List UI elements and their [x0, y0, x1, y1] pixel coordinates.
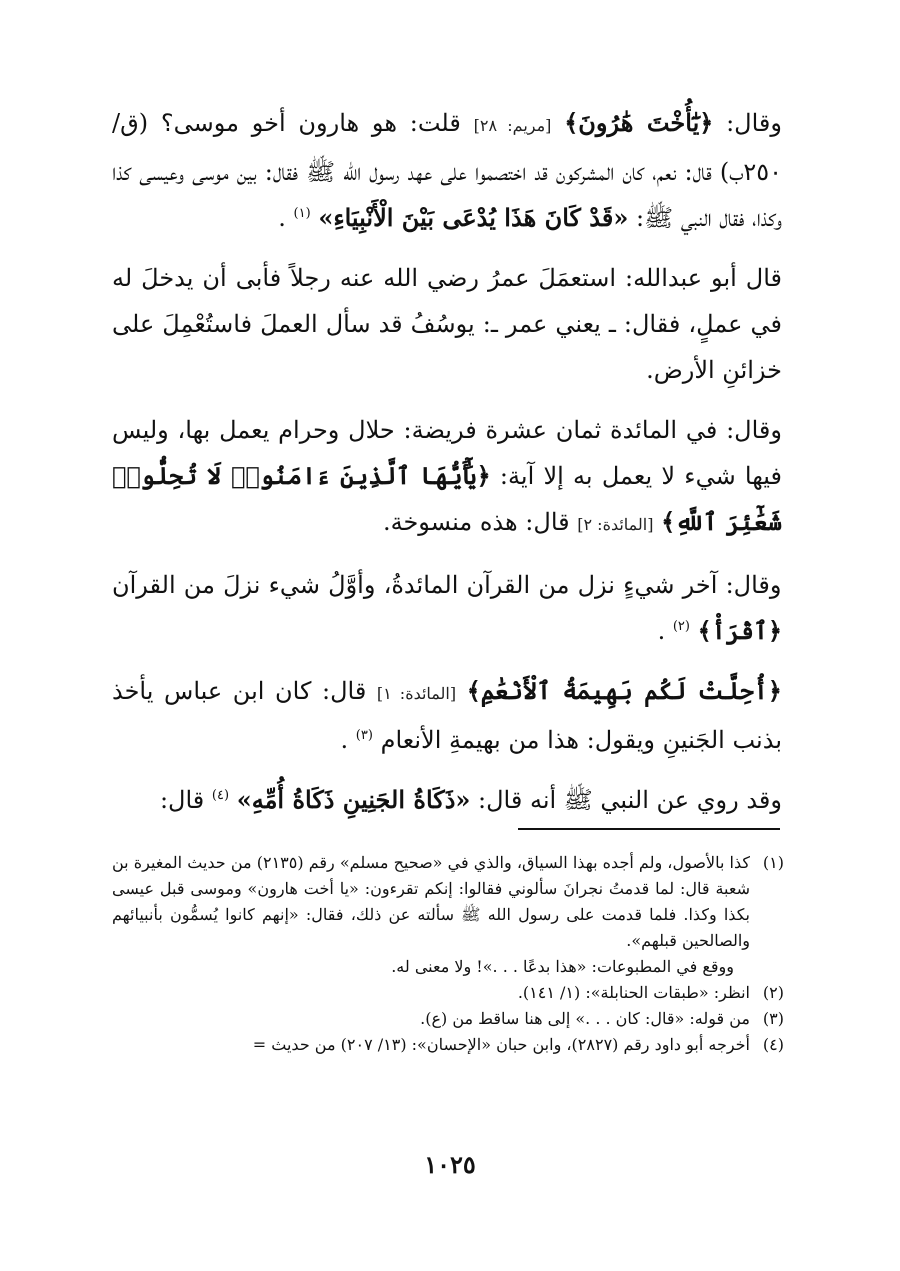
quran-verse: ﴿ٱقْرَأْ﴾ [697, 616, 782, 645]
footnote-1-continuation: ووقع في المطبوعات: «هذا بدعًا . . .»! ولا معنى له. [391, 957, 734, 976]
footnote-3 [112, 1006, 784, 1032]
paragraph-bahimat-alanam [112, 668, 782, 763]
quran-verse: ﴿يَٰٓأَيُّهَا ٱلَّذِينَ ءَامَنُوا۟ لَا تُحِلُّوا۟ شَعَٰٓئِرَ ٱللَّهِ﴾ [112, 461, 782, 536]
text-run: . [340, 726, 349, 754]
hadith-quote: «ذَكَاةُ الجَنِينِ ذَكَاةُ أُمِّهِ» [236, 785, 471, 814]
text-run: قال: هذه منسوخة. [382, 508, 570, 536]
text-run: قال: [159, 786, 205, 814]
footnote-marker[interactable]: (١) [293, 206, 311, 221]
text-run: . [657, 617, 666, 645]
verse-reference: [مريم: ٢٨] [473, 116, 552, 135]
paragraph-dhakat-aljanin [112, 777, 782, 823]
paragraph-maida-faraid [112, 407, 782, 548]
footnote-text: كذا بالأصول، ولم أجده بهذا السياق، والذي في «صحيح مسلم» رقم (٢١٣٥) من حديث المغيرة بن شعبة قال: لما قدمتُ نجرانَ سألوني فقالوا: إنكم تقرءون: «يا أخت هارون» وموسى قبل عيسى بكذا وكذا. فلما قدمت على رسول الله ﷺ سألته عن ذلك، فقال: «إنهم كانوا يُسمُّون بأنبيائهم والصالحين قبلهم». [112, 853, 750, 950]
footnote-text: أخرجه أبو داود رقم (٢٨٢٧)، وابن حبان «الإحسان»: (١٣/ ٢٠٧) من حديث = [252, 1035, 750, 1054]
text-run: وقال: [713, 109, 782, 137]
verse-reference: [المائدة: ٢] [577, 515, 654, 534]
main-text [112, 100, 782, 837]
text-run: وقال: في المائدة ثمان عشرة فريضة: حلال وحرام يعمل بها، وليس فيها شيء لا يعمل به إلا آية: [112, 416, 783, 490]
footnote-separator [518, 828, 780, 830]
footnotes [112, 850, 784, 1058]
paragraph-harun [112, 100, 782, 241]
paragraph-abu-abdullah [112, 255, 782, 393]
quran-verse: ﴿يَٰٓأُخْتَ هَٰرُونَ﴾ [564, 108, 714, 137]
footnote-number: (٣) [762, 1009, 784, 1028]
footnote-text: من قوله: «قال: كان . . .» إلى هنا ساقط من (ع). [420, 1009, 750, 1028]
hadith-quote: «قَدْ كَانَ هَذَا يُدْعَى بَيْنَ الْأَنْبِيَاءِ» [318, 203, 629, 232]
text-run: وقد روي عن النبي ﷺ أنه قال: [470, 786, 782, 814]
text-run: قال أبو عبدالله: استعمَلَ عمرُ رضي الله عنه رجلاً فأبى أن يدخلَ له في عملٍ، فقال: ـ يعني عمر ـ: يوسُفُ قد سأل العملَ فاستُعْمِلَ على خزائنِ الأرض. [112, 264, 782, 384]
text-run: قلت: هو هارون أخو موسى؟ (ق/ ٢٥٠ب) قال: نعم، كان المشركون قد اختصموا على عهد رسول الله ﷺ فقال: بين موسى وعيسى كذا وكذا، فقال النبي ﷺ: [112, 109, 782, 232]
text-run: وقال: آخر شيءٍ نزل من القرآن المائدةُ، وأوَّلُ شيء نزلَ من القرآن [112, 571, 782, 599]
page-number: ١٠٢٥ [424, 1150, 476, 1179]
footnote-4 [112, 1032, 784, 1058]
footnote-marker[interactable]: (٢) [672, 619, 690, 634]
quran-verse: ﴿أُحِلَّتْ لَكُم بَهِيمَةُ ٱلْأَنْعَٰمِ﴾ [466, 676, 782, 705]
paragraph-last-revealed [112, 562, 782, 654]
footnote-text: انظر: «طبقات الحنابلة»: (١/ ١٤١). [517, 983, 750, 1002]
text-run: قال: كان ابن عباس يأخذ بذنب الجَنينِ ويقول: هذا من بهيمةِ الأنعام [112, 677, 782, 754]
footnote-marker[interactable]: (٤) [211, 788, 230, 803]
footnote-2 [112, 980, 784, 1006]
text-run: . [278, 204, 286, 232]
footnote-1 [112, 850, 784, 954]
footnote-number: (٢) [762, 983, 784, 1002]
footnote-marker[interactable]: (٣) [355, 728, 373, 743]
footnote-number: (٤) [762, 1035, 784, 1054]
footnote-number: (١) [762, 853, 784, 872]
verse-reference: [المائدة: ١] [376, 684, 457, 703]
